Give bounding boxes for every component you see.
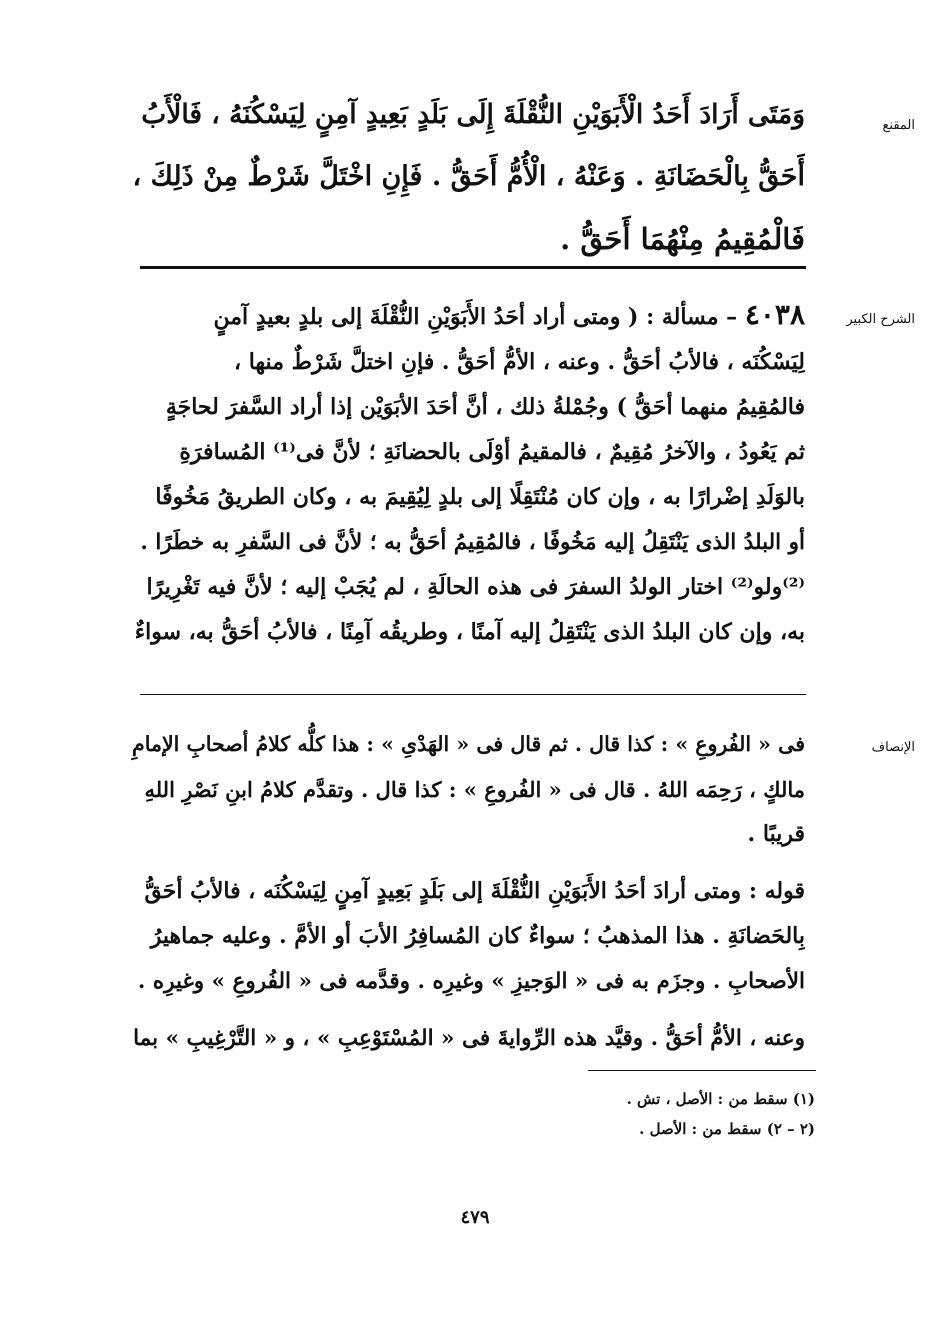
sharh-line: – مسألة : ( ومتى أراد أحَدُ الأَبَوَيْنِ النُّقْلَةَ إلى بلدٍ بعيدٍ آمنٍ bbox=[213, 304, 738, 330]
insaf-line: بِالحَضانَةِ . هذا المذهبُ ؛ سواءٌ كان المُسافِرُ الأبَ أو الأمَّ . وعليه جماهيرُ bbox=[150, 923, 805, 949]
section-label-sharh: الشرح الكبير bbox=[846, 312, 915, 327]
muqni-line: فَالْمُقِيمُ مِنْهُمَا أَحَقُّ . bbox=[560, 222, 805, 256]
section-label-muqni: المقنع bbox=[882, 118, 915, 133]
muqni-text bbox=[130, 84, 805, 270]
insaf-text bbox=[130, 722, 805, 1061]
footnote-divider bbox=[588, 1070, 816, 1071]
sharh-text bbox=[130, 292, 805, 655]
insaf-line: فى « الفُروعِ » : كذا قال . ثم قال فى « الهَدْىِ » : هذا كلُّه كلامُ أصحابِ الإمامِ bbox=[132, 732, 805, 756]
insaf-line: قريبًا . bbox=[747, 821, 805, 847]
sharh-line: لِيَسْكُنَه ، فالأبُ أحَقُّ . وعنه ، الأمُّ أحَقُّ . فإنِ اختلَّ شَرْطٌ منها ، bbox=[233, 349, 805, 375]
section-divider bbox=[140, 266, 806, 269]
sharh-line: ثم يَعُودُ ، والآخرُ مُقِيمٌ ، فالمقيمُ أوْلَى بالحضانَةِ ؛ لأنَّ فى⁽¹⁾ المُسافرَةِ bbox=[179, 439, 805, 465]
footnote: (١) سقط من : الأصل ، تش . bbox=[626, 1090, 815, 1108]
insaf-line: مالكٍ ، رَحِمَه اللهُ . قال فى « الفُروعِ » : كذا قال . وتقدَّم كلامُ ابنِ نَصْرِ اللهِ bbox=[144, 777, 805, 802]
sharh-line: به، وإن كان البلدُ الذى يَنْتَقِلُ إليه آمنًا ، وطريقُه آمِنًا ، فالأبُ أحَقُّ به، سواءٌ bbox=[134, 619, 805, 645]
footnote: (٢ – ٢) سقط من : الأصل . bbox=[639, 1120, 815, 1138]
sharh-line: أو البلدُ الذى يَنْتَقِلُ إليه مَخُوفًا ، فالمُقِيمُ أحَقُّ به ؛ لأنَّ فى السَّفرِ به خطَرًا . bbox=[140, 530, 805, 555]
section-divider bbox=[140, 694, 806, 695]
sharh-line: ⁽²⁾ولو⁽²⁾ اختار الولدُ السفرَ فى هذه الحالَةِ ، لم يُجَبْ إليه ؛ لأنَّ فيه تَغْرِيرًا bbox=[146, 574, 805, 600]
sharh-first-line bbox=[130, 292, 805, 340]
page-number: ٤٧٩ bbox=[460, 1207, 490, 1228]
issue-number: ٤٠٣٨ bbox=[744, 298, 805, 331]
insaf-line: الأصحابِ . وجزَم به فى « الوَجيزِ » وغيرِه . وقدَّمه فى « الفُروعِ » وغيرِه . bbox=[137, 969, 805, 994]
footnotes bbox=[415, 1084, 815, 1144]
muqni-line: وَمَتَى أَرَادَ أَحَدُ الْأَبَوَيْنِ النُّقْلَةَ إِلَى بَلَدٍ بَعِيدٍ آمِنٍ لِيَسْكُنَهُ ، فَالْأَبُ bbox=[141, 99, 805, 130]
sharh-line: فالمُقِيمُ منهما أحَقُّ ) وجُمْلةُ ذلك ، أنَّ أحَدَ الأبَوَيْن إذا أراد السَّفرَ لحاجَةٍ bbox=[165, 394, 805, 420]
sharh-line: بالوَلَدِ إضْرارًا به ، وإن كان مُنْتَقِلًا إلى بلدٍ لِيُقِيمَ به ، وكان الطريقُ مَخُوفًا bbox=[155, 484, 805, 510]
insaf-line: وعنه ، الأمُّ أحَقُّ . وقيَّد هذه الرِّوايةَ فى « المُسْتَوْعِبِ » ، و « التَّرْغِيبِ » بما bbox=[133, 1026, 805, 1051]
muqni-line: أَحَقُّ بِالْحَضَانَةِ . وَعَنْهُ ، الْأُمُّ أَحَقُّ . فَإِنِ اخْتَلَّ شَرْطٌ مِنْ ذَلِكَ ، bbox=[132, 161, 805, 192]
insaf-line: قوله : ومتى أرادَ أحَدُ الأَبَوَيْنِ النُّقْلَةَ إلى بَلَدٍ بَعِيدٍ آمِنٍ لِيَسْكُنَه ، فالأبُ أحَقُّ bbox=[144, 878, 805, 904]
section-label-insaf: الإنصاف bbox=[871, 740, 915, 755]
